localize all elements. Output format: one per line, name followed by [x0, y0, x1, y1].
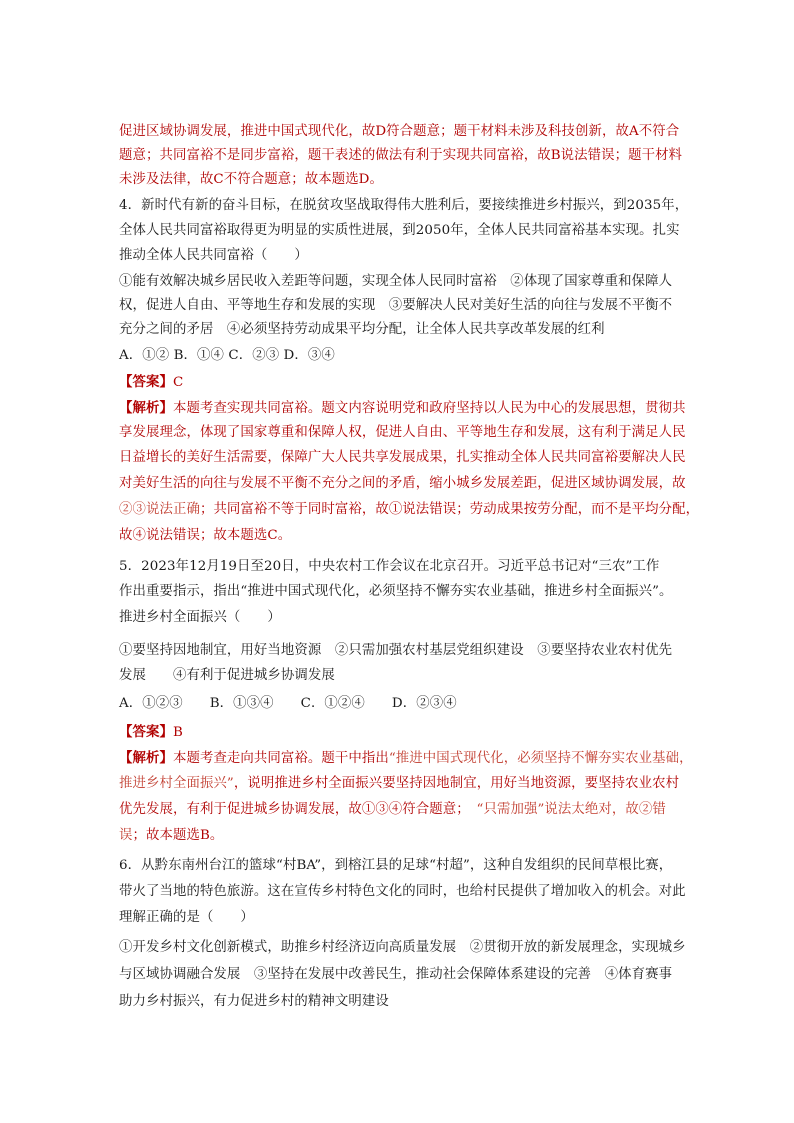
explanation-text: 本题考查走向共同富裕。题干中指出 [172, 751, 389, 766]
q4-explanation-line-1 [119, 398, 686, 419]
q5-stem-line-1: 5．2023年12月19日至20日，中央农村工作会议在北京召开。习近平总书记对“三农”工作 [119, 559, 660, 574]
explanation-text: ，说明推进乡村全面振兴要坚持因地制宜，用好当地资源，要坚持农业农村 [233, 776, 680, 791]
explanation-label: 【解析】 [119, 400, 173, 416]
q5-explanation-line-2 [119, 774, 679, 794]
answer-label: 【答案】 [119, 724, 173, 740]
quoted-phrase: “推进中国式现代化，必须坚持不懈夯实农业基础， [388, 751, 693, 766]
prev-explanation-line-1: 促进区域协调发展，推进中国式现代化，故D符合题意；题干材料未涉及科技创新，故A不符合 [119, 124, 680, 139]
q5-answer [119, 722, 183, 743]
highlighted-phrase: ②③说法正确 [119, 502, 200, 517]
quoted-phrase: 误 [119, 828, 133, 843]
q4-explanation-line-2: 享发展理念，体现了国家尊重和保障人权，促进人自由、平等地生存和发展，这有利于满足人民 [119, 425, 686, 440]
prev-explanation-line-3: 未涉及法律，故C不符合题意；故本题选D。 [119, 172, 384, 187]
q5-stem-line-2: 作出重要指示，指出“推进中国式现代化，必须坚持不懈夯实农业基础，推进乡村全面振兴”。 [119, 584, 673, 599]
q5-explanation-line-3 [119, 800, 666, 820]
explanation-text: 优先发展，有利于促进城乡协调发展，故①③④符合题意； [119, 802, 477, 817]
q6-option-line-1: ①开发乡村文化创新模式，助推乡村经济迈向高质量发展 ②贯彻开放的新发展理念，实现城乡 [119, 940, 686, 955]
prev-explanation-line-2: 题意；共同富裕不是同步富裕，题干表述的做法有利于实现共同富裕，故B说法错误；题干材料 [119, 148, 683, 163]
q5-explanation-line-4 [119, 826, 223, 846]
q6-stem-line-1: 6．从黔东南州台江的篮球“村BA”，到榕江县的足球“村超”，这种自发组织的民间草根比赛， [119, 858, 673, 873]
q6-stem-line-3: 理解正确的是（ ） [119, 910, 254, 925]
q4-stem-line-1: 4．新时代有新的奋斗目标，在脱贫攻坚战取得伟大胜利后，要接续推进乡村振兴，到2035年， [119, 198, 689, 213]
answer-value: B [172, 725, 183, 740]
q4-choices: A．①② B．①④ C．②③ D．③④ [119, 348, 335, 363]
explanation-text: ；故本题选B。 [132, 828, 224, 843]
explanation-label: 【解析】 [119, 750, 173, 766]
q4-option-line-2: 权，促进人自由、平等地生存和发展的实现 ③要解决人民对美好生活的向往与发展不平衡不 [119, 298, 673, 313]
q4-explanation-line-6: 故④说法错误；故本题选C。 [119, 528, 292, 543]
q5-choices: A．①②③ B．①③④ C．①②④ D．②③④ [119, 696, 457, 711]
q4-explanation-line-5 [119, 500, 699, 520]
q5-stem-line-3: 推进乡村全面振兴（ ） [119, 610, 281, 625]
q4-explanation-line-3: 日益增长的美好生活需要，保障广大人民共享发展成果，扎实推动全体人民共同富裕要解决人民 [119, 450, 686, 465]
explanation-text: 本题考查实现共同富裕。题文内容说明党和政府坚持以人民为中心的发展思想，贯彻共 [172, 401, 686, 416]
answer-label: 【答案】 [119, 374, 173, 390]
q4-answer [119, 372, 183, 393]
q5-explanation-line-1 [119, 748, 693, 769]
q5-option-line-2: 发展 ④有利于促进城乡协调发展 [119, 668, 335, 683]
q6-option-line-3: 助力乡村振兴，有力促进乡村的精神文明建设 [119, 994, 389, 1009]
q5-option-line-1: ①要坚持因地制宜，用好当地资源 ②只需加强农村基层党组织建设 ③要坚持农业农村优先 [119, 643, 673, 658]
q6-stem-line-2: 带火了当地的特色旅游。这在宣传乡村特色文化的同时，也给村民提供了增加收入的机会。对此 [119, 884, 686, 899]
q4-explanation-line-4: 对美好生活的向往与发展不平衡不充分之间的矛盾，缩小城乡发展差距，促进区域协调发展，故 [119, 476, 686, 491]
q4-stem-line-3: 推动全体人民共同富裕（ ） [119, 248, 308, 263]
explanation-text: ；共同富裕不等于同时富裕，故①说法错误；劳动成果按劳分配，而不是平均分配， [199, 502, 700, 517]
q6-option-line-2: 与区域协调融合发展 ③坚持在发展中改善民生，推动社会保障体系建设的完善 ④体育赛事 [119, 967, 673, 982]
q4-option-line-1: ①能有效解决城乡居民收入差距等问题，实现全体人民同时富裕 ②体现了国家尊重和保障人 [119, 274, 673, 289]
quoted-phrase: 推进乡村全面振兴” [119, 776, 234, 791]
answer-value: C [172, 375, 184, 390]
quoted-phrase: “只需加强”说法太绝对，故②错 [476, 802, 666, 817]
q4-stem-line-2: 全体人民共同富裕取得更为明显的实质性进展，到2050年，全体人民共同富裕基本实现。扎实 [119, 223, 680, 238]
q4-option-line-3: 充分之间的矛居 ④必须坚持劳动成果平均分配，让全体人民共享改革发展的红利 [119, 322, 605, 337]
